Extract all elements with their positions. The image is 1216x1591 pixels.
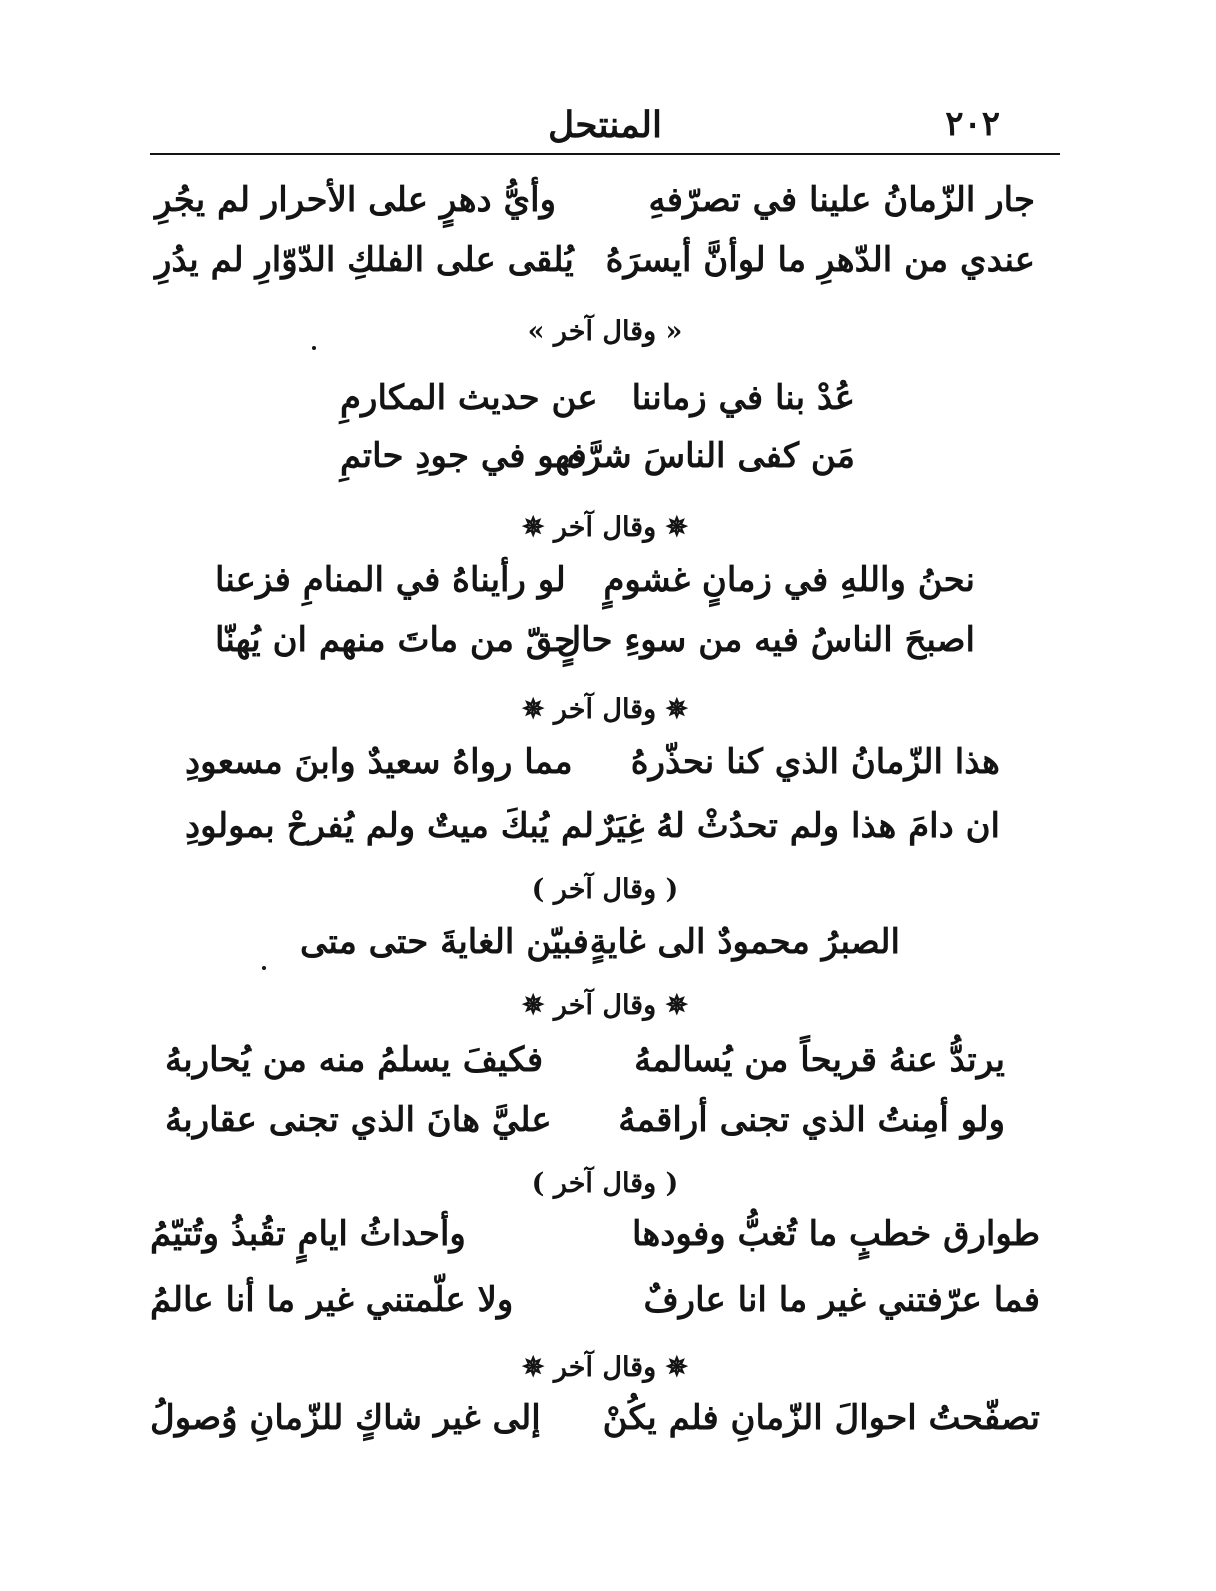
verse-second-hemistich: فكيفَ يسلمُ منه من يُحاربهُ [165, 1040, 544, 1080]
verse-line [150, 1214, 1040, 1272]
verse-line [300, 922, 900, 980]
verse-second-hemistich: مما رواهُ سعيدٌ وابنَ مسعودِ [185, 742, 573, 782]
verse-second-hemistich: فهو في جودِ حاتمِ [340, 436, 587, 476]
verse-second-hemistich: عن حديث المكارمِ [340, 378, 598, 418]
verse-second-hemistich: وأيُّ دهرٍ على الأحرار لم يجُرِ [155, 180, 557, 220]
verse-first-hemistich: طوارق خطبٍ ما تُغبُّ وفودها [632, 1214, 1040, 1254]
verse-first-hemistich: مَن كفى الناسَ شرَّه [566, 436, 855, 476]
verse-first-hemistich: يرتدُّ عنهُ قريحاً من يُسالمهُ [634, 1040, 1005, 1080]
section-heading: ✵ وقال آخر ✵ [521, 1352, 689, 1383]
verse-line [155, 240, 1035, 298]
verse-first-hemistich: الصبرُ محمودٌ الى غايةٍ [589, 922, 900, 962]
verse-first-hemistich: عُدْ بنا في زماننا [631, 378, 855, 418]
section-heading: ( وقال آخر ) [531, 874, 679, 905]
section-heading: ✵ وقال آخر ✵ [521, 694, 689, 725]
page-number: ٢٠٢ [945, 104, 1000, 144]
verse-second-hemistich: حقّ من ماتَ منهم ان يُهنّا [215, 620, 576, 660]
section-heading: ✵ وقال آخر ✵ [521, 512, 689, 543]
verse-line [215, 560, 975, 618]
scan-speck [312, 346, 316, 350]
verse-first-hemistich: ان دامَ هذا ولم تحدُثْ لهُ غِيَرٌ [597, 806, 1000, 846]
verse-line [150, 1398, 1040, 1456]
verse-first-hemistich: ولو أمِنتُ الذي تجنى أراقمهُ [618, 1100, 1005, 1140]
verse-first-hemistich: فما عرّفتني غير ما انا عارفٌ [643, 1280, 1040, 1320]
verse-line [155, 180, 1035, 238]
verse-line [215, 620, 975, 678]
verse-first-hemistich: تصفّحتُ احوالَ الزّمانِ فلم يكُنْ [602, 1398, 1040, 1438]
verse-line [185, 742, 1000, 800]
verse-second-hemistich: فبيّن الغايةَ حتى متى [300, 922, 589, 962]
page-header [150, 104, 1060, 156]
verse-second-hemistich: لم يُبكَ ميتٌ ولم يُفرحْ بمولودِ [185, 806, 594, 846]
verse-first-hemistich: هذا الزّمانُ الذي كنا نحذّرهُ [630, 742, 1000, 782]
header-rule [150, 153, 1060, 155]
verse-first-hemistich: اصبحَ الناسُ فيه من سوءِ حالٍ [556, 620, 975, 660]
verse-first-hemistich: جار الزّمانُ علينا في تصرّفهِ [648, 180, 1035, 220]
verse-second-hemistich: وأحداثُ ايامٍ تقُبذُ وتُتيّمُ [150, 1214, 466, 1254]
verse-line [340, 378, 855, 436]
verse-line [185, 806, 1000, 864]
scan-speck [262, 966, 266, 970]
running-title: المنتحل [547, 104, 662, 146]
verse-line [340, 436, 855, 494]
verse-first-hemistich: عندي من الدّهرِ ما لوأنَّ أيسرَهُ [605, 240, 1035, 280]
verse-line [150, 1280, 1040, 1338]
section-heading: ( وقال آخر ) [531, 1168, 679, 1199]
verse-line [165, 1100, 1005, 1158]
verse-second-hemistich: لو رأيناهُ في المنامِ فزعنا [215, 560, 566, 600]
section-heading: « وقال آخر » [527, 316, 683, 347]
section-heading: ✵ وقال آخر ✵ [521, 990, 689, 1021]
verse-second-hemistich: يُلقى على الفلكِ الدّوّارِ لم يدُرِ [155, 240, 574, 280]
verse-second-hemistich: عليَّ هانَ الذي تجنى عقاربهُ [165, 1100, 552, 1140]
verse-second-hemistich: ولا علّمتني غير ما أنا عالمُ [150, 1280, 514, 1320]
verse-second-hemistich: إلى غير شاكٍ للزّمانِ وُصولُ [150, 1398, 541, 1438]
verse-first-hemistich: نحنُ واللهِ في زمانٍ غشومٍ [603, 560, 975, 600]
verse-line [165, 1040, 1005, 1098]
